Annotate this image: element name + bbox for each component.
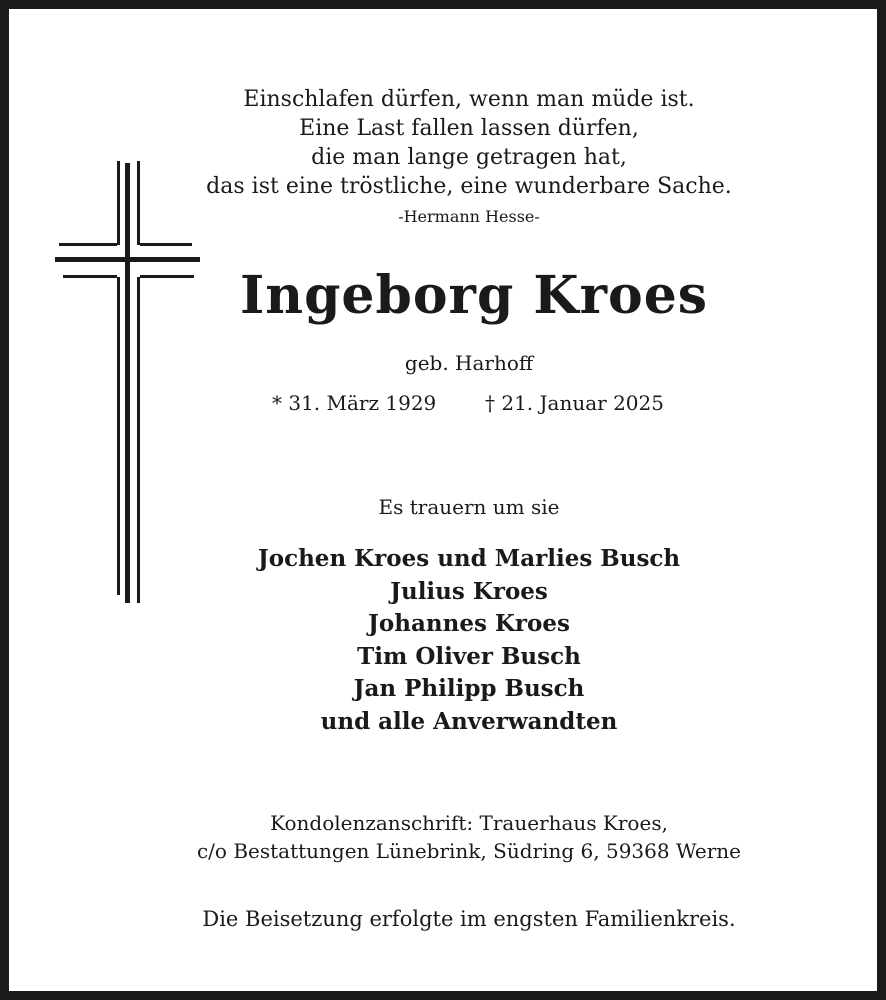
poem-line: Einschlafen dürfen, wenn man müde ist. <box>243 87 695 112</box>
condolence-line: c/o Bestattungen Lünebrink, Südring 6, 59368 Werne <box>196 839 741 863</box>
cross-icon <box>49 151 209 611</box>
mourners-intro: Es trauern um sie <box>378 495 560 519</box>
poem-line: die man lange getragen hat, <box>311 145 627 170</box>
deceased-name: Ingeborg Kroes <box>239 265 709 326</box>
mourner-name: Julius Kroes <box>390 577 548 605</box>
poem-line: das ist eine tröstliche, eine wunderbare Sache. <box>206 174 732 199</box>
poem <box>159 85 779 201</box>
mourner-name: und alle Anverwandten <box>320 707 618 735</box>
birth-name: geb. Harhoff <box>404 351 534 375</box>
poem-author: -Hermann Hesse- <box>398 207 540 226</box>
poem-line: Eine Last fallen lassen dürfen, <box>299 116 639 141</box>
mourner-name: Jochen Kroes und Marlies Busch <box>257 545 681 572</box>
condolence-address <box>159 809 779 865</box>
mourner-name: Tim Oliver Busch <box>357 642 581 670</box>
condolence-line: Kondolenzanschrift: Trauerhaus Kroes, <box>270 811 668 835</box>
birth-date: * 31. März 1929 <box>272 391 437 415</box>
burial-note: Die Beisetzung erfolgte im engsten Familienkreis. <box>202 907 736 931</box>
death-date: † 21. Januar 2025 <box>485 391 664 415</box>
mourner-name: Jan Philipp Busch <box>353 675 585 702</box>
mourners-list <box>159 543 779 738</box>
mourner-name: Johannes Kroes <box>368 610 570 637</box>
